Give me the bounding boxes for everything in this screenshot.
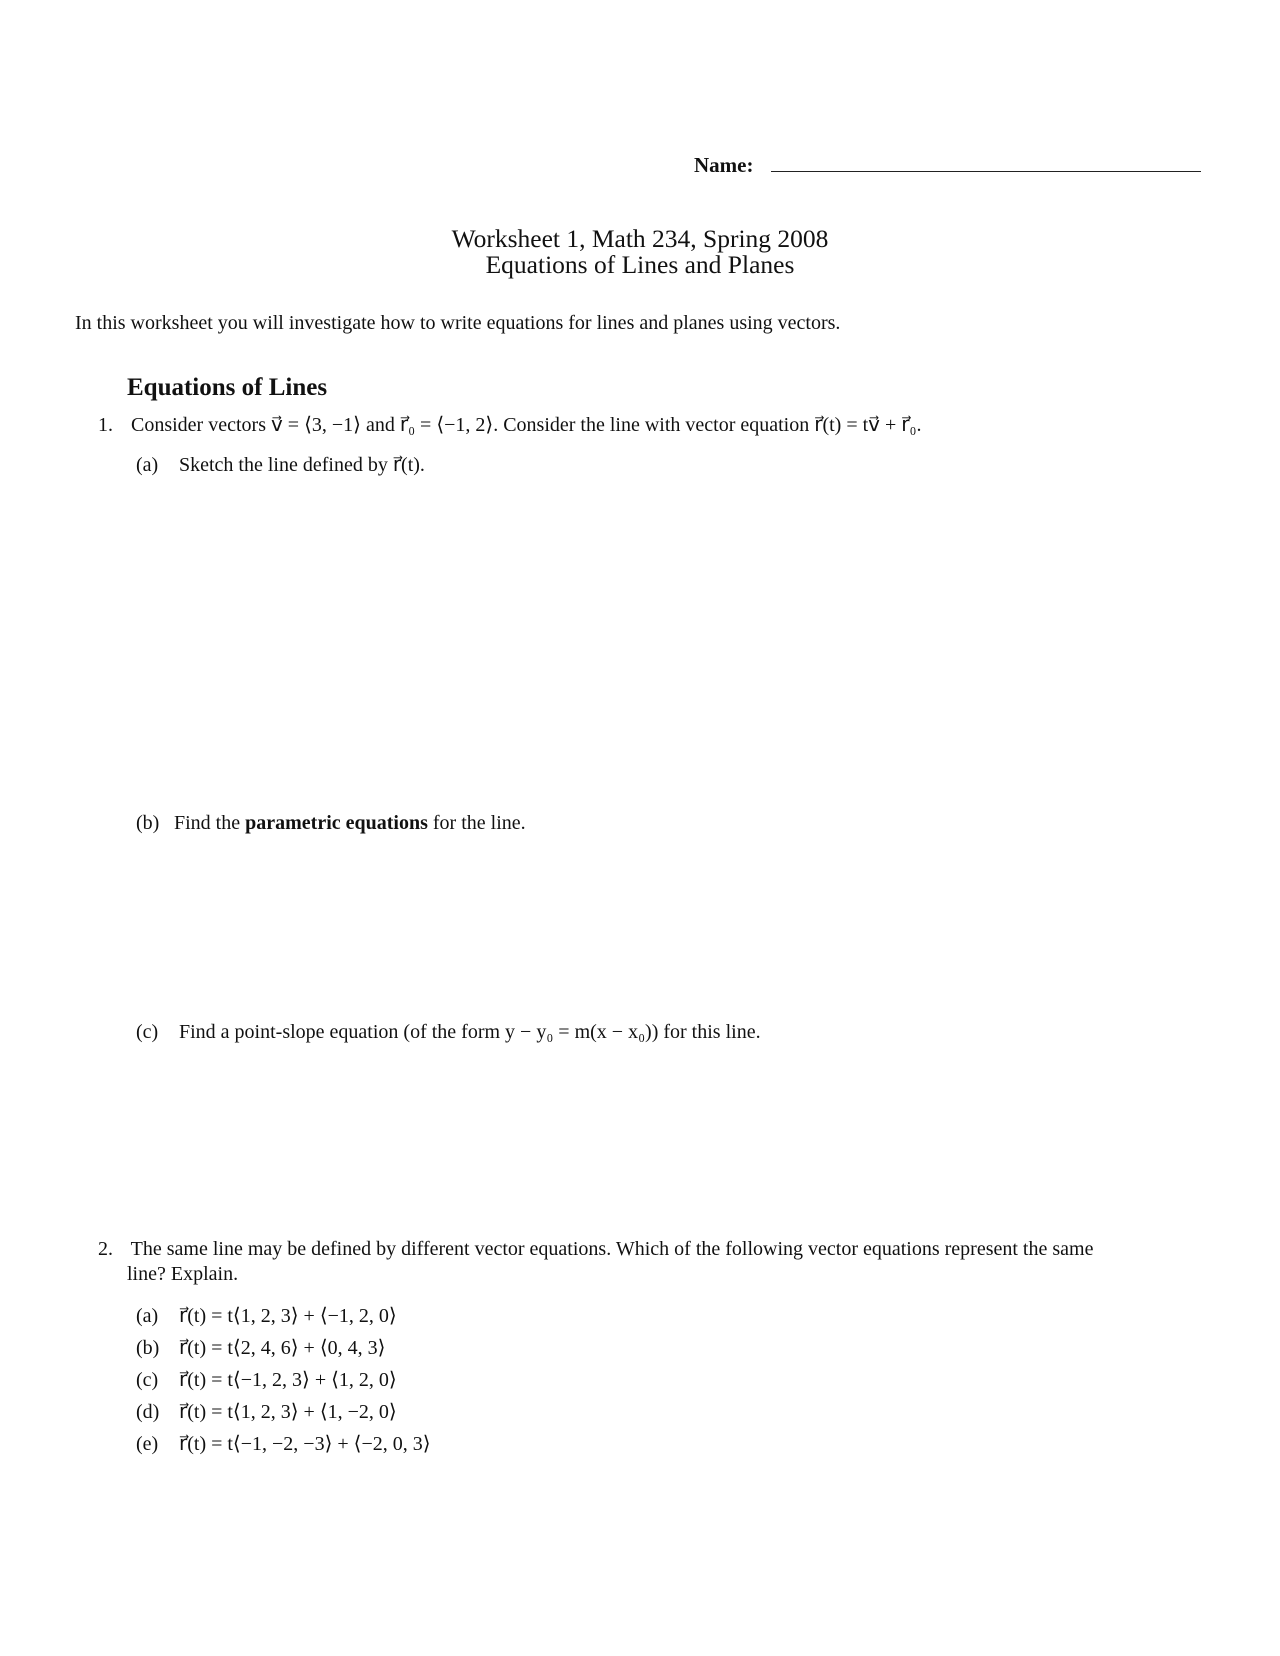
name-blank-line — [771, 171, 1201, 172]
title-line-2: Equations of Lines and Planes — [485, 250, 795, 279]
problem-1b-label: (b) — [136, 812, 160, 834]
option-text: r⃗(t) = t⟨1, 2, 3⟩ + ⟨−1, 2, 0⟩ — [179, 1305, 397, 1327]
problem-2-continuation — [127, 1263, 238, 1286]
problem-2-text-line-2: line? Explain. — [127, 1263, 239, 1285]
problem-1a — [136, 452, 425, 477]
problem-1c — [136, 1021, 761, 1044]
problem-1b — [136, 812, 526, 835]
option-text: r⃗(t) = t⟨−1, 2, 3⟩ + ⟨1, 2, 0⟩ — [179, 1369, 397, 1391]
problem-1 — [98, 412, 922, 437]
option-label: (a) — [136, 1305, 159, 1327]
name-field-row — [694, 153, 1204, 181]
name-label: Name: — [694, 153, 754, 177]
problem-1c-text: Find a point-slope equation (of the form y − y₀ = m(x − x₀)) for this line. — [179, 1021, 761, 1043]
problem-2-option — [136, 1367, 397, 1392]
title-line-1: Worksheet 1, Math 234, Spring 2008 — [451, 224, 829, 253]
problem-1b-text-before: Find the — [174, 812, 246, 834]
problem-1-text: Consider vectors v⃗ = ⟨3, −1⟩ and r⃗₀ = ⟨−1, 2⟩. Consider the line with vector equation r⃗(t) = tv⃗ + r⃗₀. — [131, 414, 922, 436]
problem-1b-bold-term: parametric equations — [245, 812, 428, 834]
problem-2 — [98, 1238, 1093, 1261]
problem-2-number: 2. — [98, 1238, 113, 1260]
intro-paragraph: In this worksheet you will investigate how to write equations for lines and planes using vectors. — [75, 312, 841, 334]
worksheet-title — [0, 226, 1280, 278]
problem-2-option — [136, 1335, 385, 1360]
section-heading: Equations of Lines — [127, 374, 328, 401]
option-text: r⃗(t) = t⟨1, 2, 3⟩ + ⟨1, −2, 0⟩ — [179, 1401, 397, 1423]
option-text: r⃗(t) = t⟨2, 4, 6⟩ + ⟨0, 4, 3⟩ — [179, 1337, 386, 1359]
option-text: r⃗(t) = t⟨−1, −2, −3⟩ + ⟨−2, 0, 3⟩ — [179, 1433, 431, 1455]
option-label: (e) — [136, 1433, 159, 1455]
problem-1b-text-after: for the line. — [427, 812, 526, 834]
problem-2-text-line-1: The same line may be defined by different vector equations. Which of the following vector equations represent the same — [130, 1238, 1094, 1260]
problem-2-option — [136, 1399, 397, 1424]
problem-2-option — [136, 1431, 431, 1456]
option-label: (c) — [136, 1369, 159, 1391]
problem-1-number: 1. — [98, 414, 113, 436]
problem-2-option — [136, 1303, 397, 1328]
option-label: (d) — [136, 1401, 160, 1423]
problem-1a-label: (a) — [136, 454, 159, 476]
problem-1a-text: Sketch the line defined by r⃗(t). — [179, 454, 425, 476]
option-label: (b) — [136, 1337, 160, 1359]
problem-1c-label: (c) — [136, 1021, 159, 1043]
